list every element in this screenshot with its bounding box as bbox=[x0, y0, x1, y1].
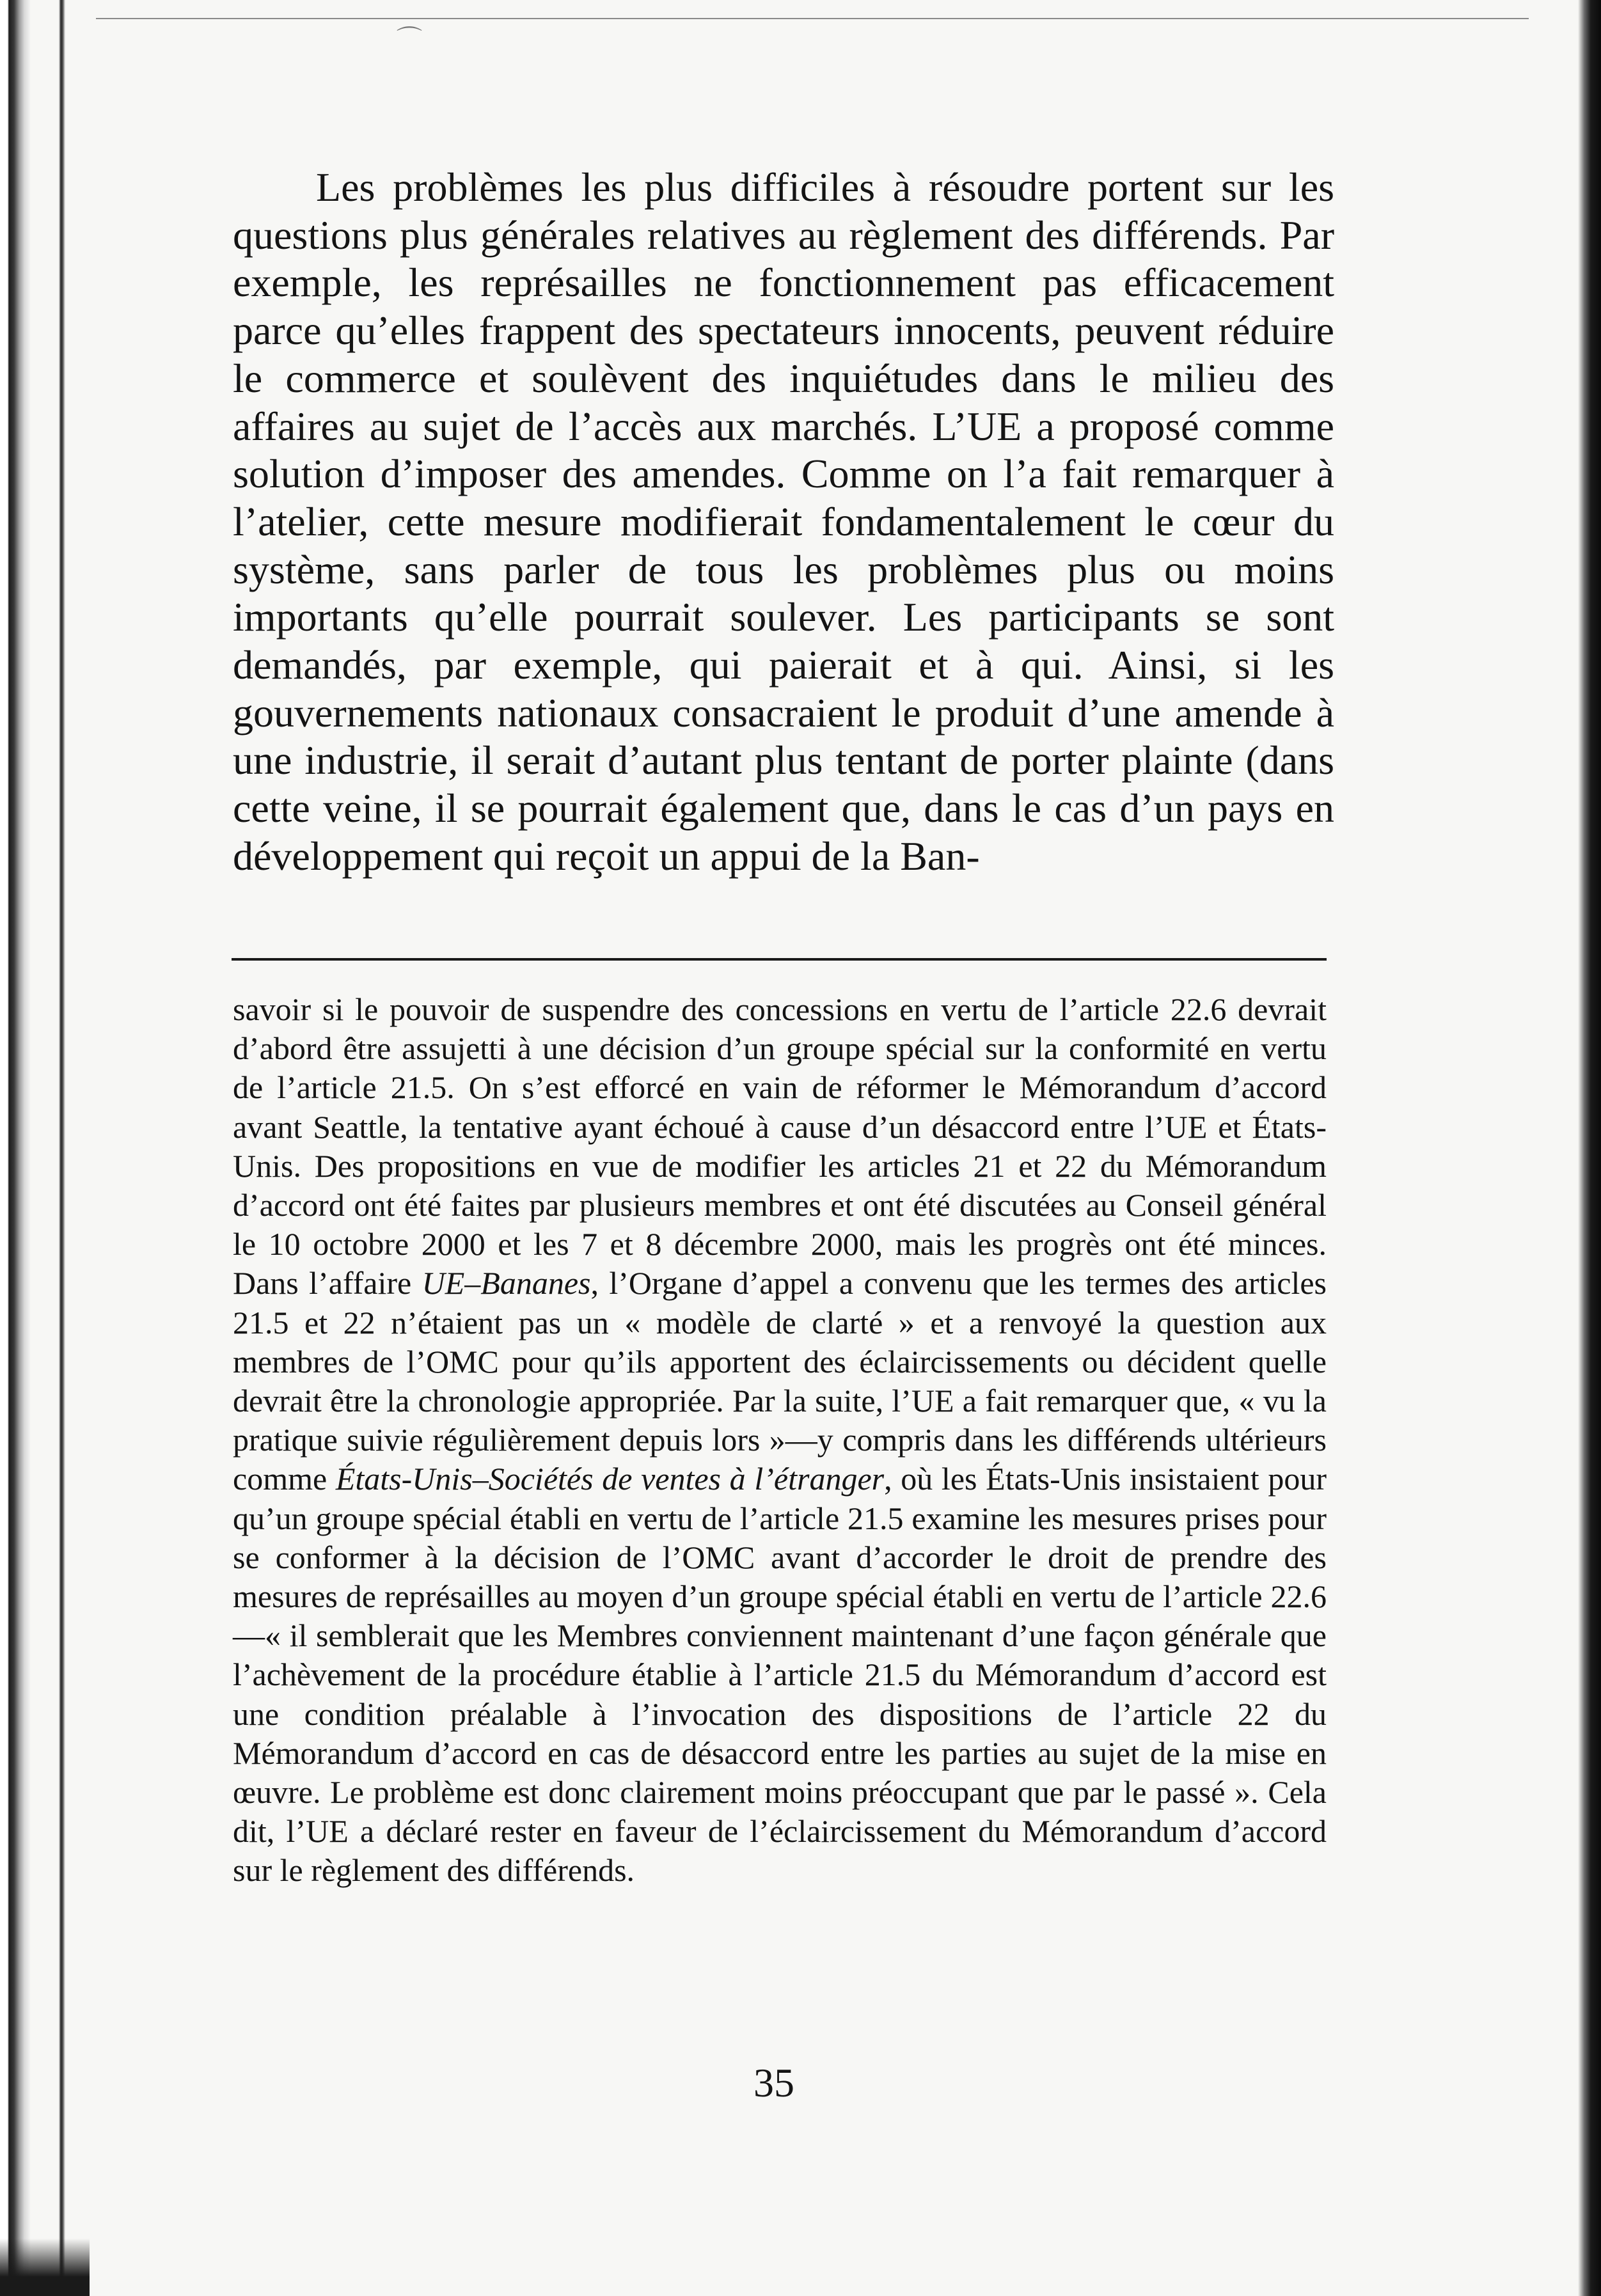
footnote-text-part1: savoir si le pouvoir de suspendre des concessions en vertu de l’article 22.6 devrait d’abord être assujetti à une décision d’un groupe spécial sur la conformité en vertu de l’article 21.5. On s’est efforcé en vain de réformer le Mémorandum d’accord avant Seattle, la tentative ayant échoué à cause d’un désaccord entre l’UE et États-Unis. Des propositions en vue de modifier les articles 21 et 22 du Mémorandum d’accord ont été faites par plusieurs membres et ont été discutées au Conseil général le 10 octobre 2000 et les 7 et 8 décembre 2000, mais les progrès ont été minces. Dans l’affaire bbox=[233, 991, 1327, 1301]
scan-bottom-shadow bbox=[0, 2238, 90, 2296]
footnote-case-name-2: États-Unis–Sociétés de ventes à l’étranger bbox=[335, 1461, 885, 1497]
footnote-text-part3: , où les États-Unis insistaient pour qu’un groupe spécial établi en vertu de l’article 21.5 examine les mesures prises pour se conformer à la décision de l’OMC avant d’accorder le droit de prendre des mesures de représailles au moyen d’un groupe spécial établi en vertu de l’article 22.6—« il semblerait que les Membres conviennent maintenant d’une façon générale que l’achèvement de la procédure établie à l’article 21.5 du Mémorandum d’accord est une condition préalable à l’invocation des dispositions de l’article 22 du Mémorandum d’accord en cas de désaccord entre les parties au sujet de la mise en œuvre. Le problème est donc clairement moins préoccupant que par le passé ». Cela dit, l’UE a déclaré rester en faveur de l’éclaircissement du Mémorandum d’accord sur le règlement des différends. bbox=[233, 1461, 1327, 1889]
main-paragraph: Les problèmes les plus difficiles à résoudre portent sur les questions plus générales relatives au règlement des différends. Par exemple, les représailles ne fonctionnement pas efficacement parce qu’elles frappent des spectateurs innocents, peuvent réduire le commerce et soulèvent des inquiétudes dans le milieu des affaires au sujet de l’accès aux marchés. L’UE a proposé comme solution d’imposer des amendes. Comme on l’a fait remarquer à l’atelier, cette mesure modifierait fondamentalement le cœur du système, sans parler de tous les problèmes plus ou moins importants qu’elle pourrait soulever. Les participants se sont demandés, par exemple, qui paierait et à qui. Ainsi, si les gouvernements nationaux consacraient le produit d’une amende à une industrie, il serait d’autant plus tentant de porter plainte (dans cette veine, il se pourrait également que, dans le cas d’un pays en développement qui reçoit un appui de la Ban- bbox=[233, 164, 1334, 879]
scan-right-edge bbox=[1578, 0, 1601, 2296]
scan-left-edge bbox=[0, 0, 31, 2296]
footnote-case-name-1: UE–Bananes bbox=[422, 1265, 591, 1301]
footnote-separator bbox=[232, 958, 1327, 961]
scan-binding-line bbox=[59, 0, 65, 2296]
scan-corner-mark: ⌒ bbox=[397, 25, 422, 54]
page-number: 35 bbox=[753, 2060, 794, 2105]
scan-top-line bbox=[96, 18, 1529, 19]
footnote bbox=[233, 990, 1327, 1891]
footnote-text-part2: , l’Organe d’appel a convenu que les termes des articles 21.5 et 22 n’étaient pas un « modèle de clarté » et a renvoyé la question aux membres de l’OMC pour qu’ils apportent des éclaircissements ou décident quelle devrait être la chronologie appropriée. Par la suite, l’UE a fait remarquer que, « vu la pratique suivie régulièrement depuis lors »—y compris dans les différends ultérieurs comme bbox=[233, 1265, 1327, 1497]
